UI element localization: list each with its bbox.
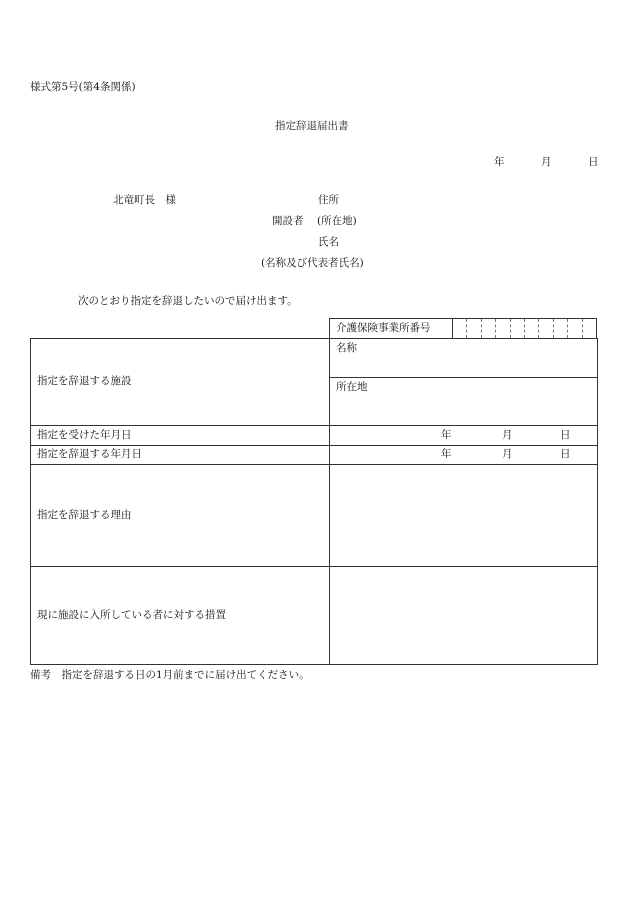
opener-label: 開設者 bbox=[272, 215, 304, 227]
facility-label: 指定を辞退する施設 bbox=[37, 375, 132, 387]
name-label: 氏名 bbox=[318, 236, 339, 248]
date-year: 年 bbox=[494, 156, 505, 168]
designated-month: 月 bbox=[502, 429, 513, 441]
addressee: 北竜町長 様 bbox=[113, 194, 176, 206]
office-number-digit-box[interactable] bbox=[553, 319, 567, 338]
office-number-digit-box[interactable] bbox=[510, 319, 524, 338]
facility-name-field[interactable] bbox=[330, 339, 598, 377]
reason-field[interactable] bbox=[330, 465, 598, 566]
office-number-digits[interactable] bbox=[452, 319, 596, 338]
location-label: (所在地) bbox=[317, 215, 357, 227]
designated-day: 日 bbox=[560, 429, 571, 441]
facility-address-label: 所在地 bbox=[336, 381, 368, 393]
office-number-digit-box[interactable] bbox=[582, 319, 596, 338]
office-number-digit-box[interactable] bbox=[495, 319, 509, 338]
office-number-digit-box[interactable] bbox=[466, 319, 480, 338]
office-number-digit-box[interactable] bbox=[452, 319, 466, 338]
remarks: 備考 指定を辞退する日の1月前までに届け出てください。 bbox=[30, 669, 310, 681]
facility-address-field[interactable] bbox=[330, 378, 598, 425]
withdraw-month: 月 bbox=[502, 448, 513, 460]
form-number: 様式第5号(第4条関係) bbox=[30, 81, 136, 93]
name-note: (名称及び代表者氏名) bbox=[261, 257, 364, 269]
address-label: 住所 bbox=[318, 194, 339, 206]
withdraw-year: 年 bbox=[441, 448, 452, 460]
withdraw-day: 日 bbox=[560, 448, 571, 460]
main-table bbox=[30, 338, 598, 665]
date-day: 日 bbox=[588, 156, 599, 168]
intro-text: 次のとおり指定を辞退したいので届け出ます。 bbox=[78, 295, 298, 307]
office-number-row bbox=[329, 318, 597, 338]
measures-label: 現に施設に入所している者に対する措置 bbox=[37, 609, 226, 621]
date-month: 月 bbox=[541, 156, 552, 168]
reason-label: 指定を辞退する理由 bbox=[37, 509, 132, 521]
designated-date-label: 指定を受けた年月日 bbox=[37, 429, 132, 441]
office-number-digit-box[interactable] bbox=[538, 319, 552, 338]
office-number-digit-box[interactable] bbox=[524, 319, 538, 338]
office-number-label: 介護保険事業所番号 bbox=[336, 322, 431, 334]
document-title: 指定辞退届出書 bbox=[275, 120, 349, 132]
office-number-digit-box[interactable] bbox=[481, 319, 495, 338]
designated-year: 年 bbox=[441, 429, 452, 441]
facility-name-label: 名称 bbox=[336, 342, 357, 354]
measures-field[interactable] bbox=[330, 567, 598, 664]
office-number-digit-box[interactable] bbox=[567, 319, 581, 338]
withdraw-date-label: 指定を辞退する年月日 bbox=[37, 448, 142, 460]
